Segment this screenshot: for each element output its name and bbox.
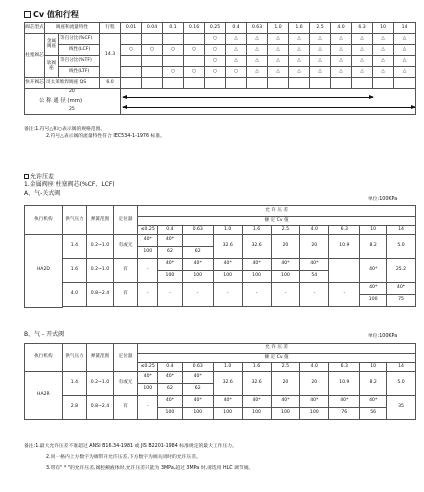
dp-cell: 54 [300, 271, 329, 283]
dp-cell: 100 [242, 408, 271, 420]
spring-value: 0.8~2.4 [87, 396, 114, 420]
cv-section-title: Cv 值和行程 [24, 9, 79, 20]
cv-col: 6.3 [329, 363, 360, 372]
positioner-value: 有或无 [113, 235, 137, 259]
range-arrow-20 [123, 97, 373, 98]
dp-cell: 100 [138, 384, 158, 396]
spring-value: 0.2~1.0 [87, 372, 114, 396]
dp-cell: - [271, 283, 300, 307]
quick-open-core-label: 快开阀芯 [25, 78, 45, 89]
mark-cell: ○ [205, 34, 226, 45]
header-cv: 1.0 [268, 23, 289, 34]
cv-col: 1.6 [242, 226, 271, 235]
header-cv: 10 [373, 23, 394, 34]
dp-cell: 40* [360, 283, 387, 295]
header-cv: 0.01 [121, 23, 142, 34]
dp-cell: 20 [271, 235, 300, 259]
cv-col: 10 [360, 363, 387, 372]
mark-cell: △ [394, 56, 416, 67]
mark-cell: △ [331, 56, 352, 67]
dp-cell [329, 259, 360, 283]
dp-cell: 32.6 [242, 235, 271, 259]
header-cv: 0.4 [226, 23, 247, 34]
mark-cell: ○ [226, 67, 247, 78]
mark-cell [142, 56, 163, 67]
dp-cell: 62 [182, 384, 213, 396]
cv-col: 0.63 [182, 363, 213, 372]
cv-col: 0.63 [182, 226, 213, 235]
dp-cell: 40* [213, 259, 242, 271]
header-cv: 0.16 [184, 23, 205, 34]
mark-cell: △ [352, 56, 373, 67]
flow-char-label: 等百分比(%CF) [59, 34, 100, 45]
cv-col: 4.0 [300, 226, 329, 235]
dp-cell: 32.6 [213, 372, 242, 396]
dp-cell: 40* [360, 259, 387, 283]
dp-cell: 35 [387, 396, 416, 420]
mark-cell: △ [373, 45, 394, 56]
dp-cell: 100 [138, 247, 158, 259]
cv-col: 0.4 [158, 226, 182, 235]
mark-cell: △ [373, 67, 394, 78]
header-cv: 14 [394, 23, 416, 34]
mark-cell: ○ [205, 56, 226, 67]
cv-col: 14 [387, 363, 416, 372]
cv-note-1: 备注:1.符号△和○表示阀的规格范围。 [24, 127, 106, 132]
dp-cell: 32.6 [242, 372, 271, 396]
mark-cell: ○ [184, 67, 205, 78]
dp-cell: 40* [387, 283, 416, 295]
mark-cell: △ [331, 45, 352, 56]
nominal-20: 20 [69, 89, 75, 94]
cv-col: 1.0 [213, 226, 242, 235]
dp-cell: 100 [158, 271, 182, 283]
dp-cell [182, 235, 213, 247]
dp-cell: 100 [182, 271, 213, 283]
cv-col: 6.3 [329, 226, 360, 235]
dp-cell: - [329, 283, 360, 307]
mark-cell: △ [289, 45, 310, 56]
nominal-25: 25 [69, 107, 75, 112]
header-cv: 0.63 [247, 23, 268, 34]
cv-col: 1.0 [213, 363, 242, 372]
cv-col: 10 [360, 226, 387, 235]
cv-col: 14 [387, 226, 416, 235]
mark-cell: △ [352, 67, 373, 78]
mark-cell: △ [268, 45, 289, 56]
soft-seat-label: 软阀座 [45, 56, 59, 78]
positioner-value: 有 [113, 259, 137, 283]
dp-cell: 40* [158, 235, 182, 247]
dp-cell: 10.9 [329, 235, 360, 259]
mark-cell: △ [268, 56, 289, 67]
header-cv: 0.25 [205, 23, 226, 34]
header-spring: 弹簧范围 [87, 344, 114, 372]
dp-cell: 62 [158, 384, 182, 396]
cv-col: 4.0 [300, 363, 329, 372]
unit-label-b: 单位:100KPa [368, 334, 398, 339]
positioner-value: 有 [113, 283, 137, 307]
dp-cell: 40* [271, 396, 300, 408]
metal-seat-label: 金属阀座 [45, 34, 59, 56]
header-cv: 0.1 [163, 23, 184, 34]
checkbox-square-icon [24, 174, 29, 179]
header-positioner: 定位器 [113, 344, 137, 372]
dp-cell: 100 [213, 271, 242, 283]
dp-cell: 62 [158, 247, 182, 259]
section-a-label: A、气-关式阀 [24, 190, 61, 197]
section-b-label: B、气 - 开式阀 [24, 331, 65, 338]
dp-cell: 100 [158, 408, 182, 420]
dp-cell: - [300, 283, 329, 307]
dp-cell: 40* [182, 259, 213, 271]
checkbox-square-icon [24, 11, 31, 18]
cv-col: ≤0.25 [138, 363, 158, 372]
dp-cell: 40* [242, 396, 271, 408]
supply-value: 1.4 [62, 372, 86, 396]
dp-cell: 40* [158, 372, 182, 384]
mark-cell: ○ [184, 45, 205, 56]
dp-cell: - [138, 396, 158, 420]
dp-cell: 100 [213, 408, 242, 420]
spring-value: 0.8~2.4 [87, 283, 114, 307]
dp-cell: - [182, 283, 213, 307]
dp-cell: 100 [271, 271, 300, 283]
dp-cell: 40* [213, 396, 242, 408]
cv-col: 2.5 [271, 363, 300, 372]
dp-cell: 40* [182, 396, 213, 408]
mark-cell: △ [226, 45, 247, 56]
header-seat-flow: 阀座和流量特性 [45, 23, 100, 34]
dp-cell: 40* [138, 372, 158, 384]
quick-open-stroke: 6.0 [100, 78, 121, 89]
flow-char-label: 线性(LTF) [59, 67, 100, 78]
mark-cell [142, 34, 163, 45]
dp-cell: 100 [271, 408, 300, 420]
header-actuator: 执行机构 [25, 344, 63, 372]
dp-cell: - [242, 283, 271, 307]
dp-cell: 40* [158, 396, 182, 408]
mark-cell: ○ [205, 67, 226, 78]
dp-cell: 40* [242, 259, 271, 271]
mark-cell: △ [310, 67, 331, 78]
mark-cell [163, 34, 184, 45]
header-spring: 弹簧范围 [87, 206, 114, 235]
mark-cell: △ [373, 34, 394, 45]
mark-cell: △ [310, 56, 331, 67]
dp-cell: 56 [360, 408, 387, 420]
bottom-note-2: 2.同一格内上方数字为阀带开允许压差,下方数字为阀关闭时的允许压差。 [46, 455, 201, 460]
quick-open-seat-label: 司太莱堆焊阀座 QS [45, 78, 100, 89]
dp-cell: - [213, 283, 242, 307]
dp-cell: 100 [360, 295, 387, 307]
mark-cell: ○ [163, 45, 184, 56]
mark-cell: △ [289, 56, 310, 67]
cv-col: 2.5 [271, 226, 300, 235]
dp-cell: 40* [360, 396, 387, 408]
header-allowable: 允 许 压 差 [138, 344, 416, 354]
mark-cell [121, 67, 142, 78]
mark-cell: △ [331, 67, 352, 78]
dp-cell: 100 [182, 408, 213, 420]
range-arrow-25 [123, 107, 415, 108]
dp-cell: 5.0 [387, 372, 416, 396]
header-allowable: 允 许 压 差 [138, 206, 416, 217]
mark-cell: △ [247, 45, 268, 56]
dp-cell: 75 [387, 295, 416, 307]
mark-cell [163, 56, 184, 67]
mark-cell: △ [310, 45, 331, 56]
dp-cell: 8.2 [360, 235, 387, 259]
header-cv: 0.04 [142, 23, 163, 34]
mark-cell [142, 67, 163, 78]
table-air-to-open [24, 343, 416, 420]
spring-value: 0.2~1.0 [87, 259, 114, 283]
plunger-core-label: 柱塞阀芯 [25, 34, 45, 78]
header-rated-cv: 额 定 Cv 值 [138, 354, 416, 363]
dp-cell: 40* [182, 372, 213, 384]
positioner-value: 有 [113, 396, 137, 420]
mark-cell: △ [289, 67, 310, 78]
stroke-value: 14.3 [100, 34, 121, 78]
mark-cell: △ [226, 34, 247, 45]
mark-cell: △ [247, 56, 268, 67]
mark-cell: △ [394, 34, 416, 45]
diff-section-title: 允许压差 [24, 174, 54, 181]
dp-cell: 100 [300, 408, 329, 420]
dp-cell: 40* [138, 235, 158, 247]
diff-subtitle: 1.金属阀座 柱塞阀芯(%CF、LCF) [24, 181, 115, 188]
nominal-diameter-cell [25, 89, 121, 115]
header-stroke: 行程 [100, 23, 121, 34]
header-valve-core: 阀芯型式 [25, 23, 45, 34]
flow-char-label: 线性(LCF) [59, 45, 100, 56]
mark-cell: △ [289, 34, 310, 45]
mark-cell [121, 56, 142, 67]
dp-cell: 8.2 [360, 372, 387, 396]
cv-col: 0.4 [158, 363, 182, 372]
dp-cell: 40* [329, 396, 360, 408]
header-cv: 2.5 [310, 23, 331, 34]
dp-cell: - [158, 283, 182, 307]
dp-cell: 25.2 [387, 259, 416, 283]
nominal-range-cell [121, 89, 416, 115]
mark-cell: △ [268, 34, 289, 45]
mark-cell: △ [247, 67, 268, 78]
mark-cell: △ [394, 45, 416, 56]
header-supply: 供气压力 [62, 206, 86, 235]
nominal-diameter-label: 公 称 通 径 (mm) [39, 98, 83, 104]
header-cv: 6.3 [352, 23, 373, 34]
dp-cell: - [138, 259, 158, 283]
flow-char-label: 等百分比(%TF) [59, 56, 100, 67]
mark-cell: △ [247, 34, 268, 45]
cv-table [24, 22, 416, 115]
dp-cell: - [138, 283, 158, 307]
mark-cell: △ [331, 34, 352, 45]
mark-cell: △ [352, 34, 373, 45]
cv-col: ≤0.25 [138, 226, 158, 235]
mark-cell: ○ [142, 45, 163, 56]
supply-value: 1.6 [62, 259, 86, 283]
mark-cell: △ [310, 34, 331, 45]
dp-cell: 20 [300, 372, 329, 396]
mark-cell: ○ [163, 67, 184, 78]
spring-value: 0.2~1.0 [87, 235, 114, 259]
mark-cell: △ [268, 67, 289, 78]
supply-value: 4.0 [62, 283, 86, 307]
dp-cell: 62 [182, 247, 213, 259]
positioner-value: 有或无 [113, 372, 137, 396]
dp-cell: 76 [329, 408, 360, 420]
header-positioner: 定位器 [113, 206, 137, 235]
cv-col: 1.6 [242, 363, 271, 372]
actuator-value: HA2D [25, 235, 63, 308]
actuator-value: HA2R [25, 372, 63, 420]
mark-cell: △ [373, 56, 394, 67]
table-air-to-close [24, 205, 416, 308]
mark-cell [184, 34, 205, 45]
mark-cell: △ [394, 67, 416, 78]
supply-value: 2.8 [62, 396, 86, 420]
supply-value: 1.4 [62, 235, 86, 259]
dp-cell: 5.0 [387, 235, 416, 259]
dp-cell: 20 [300, 235, 329, 259]
dp-cell: 40* [271, 259, 300, 271]
mark-cell: ○ [121, 45, 142, 56]
dp-cell: 40* [300, 396, 329, 408]
dp-cell: 32.6 [213, 235, 242, 259]
mark-cell: △ [352, 45, 373, 56]
unit-label-a: 单位:100KPa [368, 197, 398, 202]
header-cv: 1.6 [289, 23, 310, 34]
header-supply: 供气压力 [62, 344, 86, 372]
bottom-note-3: 3.带有" * "的允许压差,阀腔额液体时,允许压差只能为 3MPa,超过 3MPa 时,请选用 HLC 调节阀。 [46, 466, 254, 471]
header-rated-cv: 额 定 Cv 值 [138, 217, 416, 226]
header-cv: 4.0 [331, 23, 352, 34]
mark-cell: △ [226, 56, 247, 67]
dp-cell: 100 [242, 271, 271, 283]
mark-cell: ○ [205, 45, 226, 56]
header-actuator: 执行机构 [25, 206, 63, 235]
dp-cell: 20 [271, 372, 300, 396]
mark-cell [184, 56, 205, 67]
cv-note-2: 2.符号△表示阀的流量特性符合 IEC534-1-1976 标准。 [46, 134, 165, 139]
dp-cell: 40* [158, 259, 182, 271]
bottom-note-1: 备注:1.最大允许压差不准超过 ANSI B16.34-1981 或 JIS B2201-1984 标准规定的最大工作压力。 [24, 444, 237, 449]
mark-cell [121, 34, 142, 45]
dp-cell: 40* [300, 259, 329, 271]
dp-cell: 10.9 [329, 372, 360, 396]
